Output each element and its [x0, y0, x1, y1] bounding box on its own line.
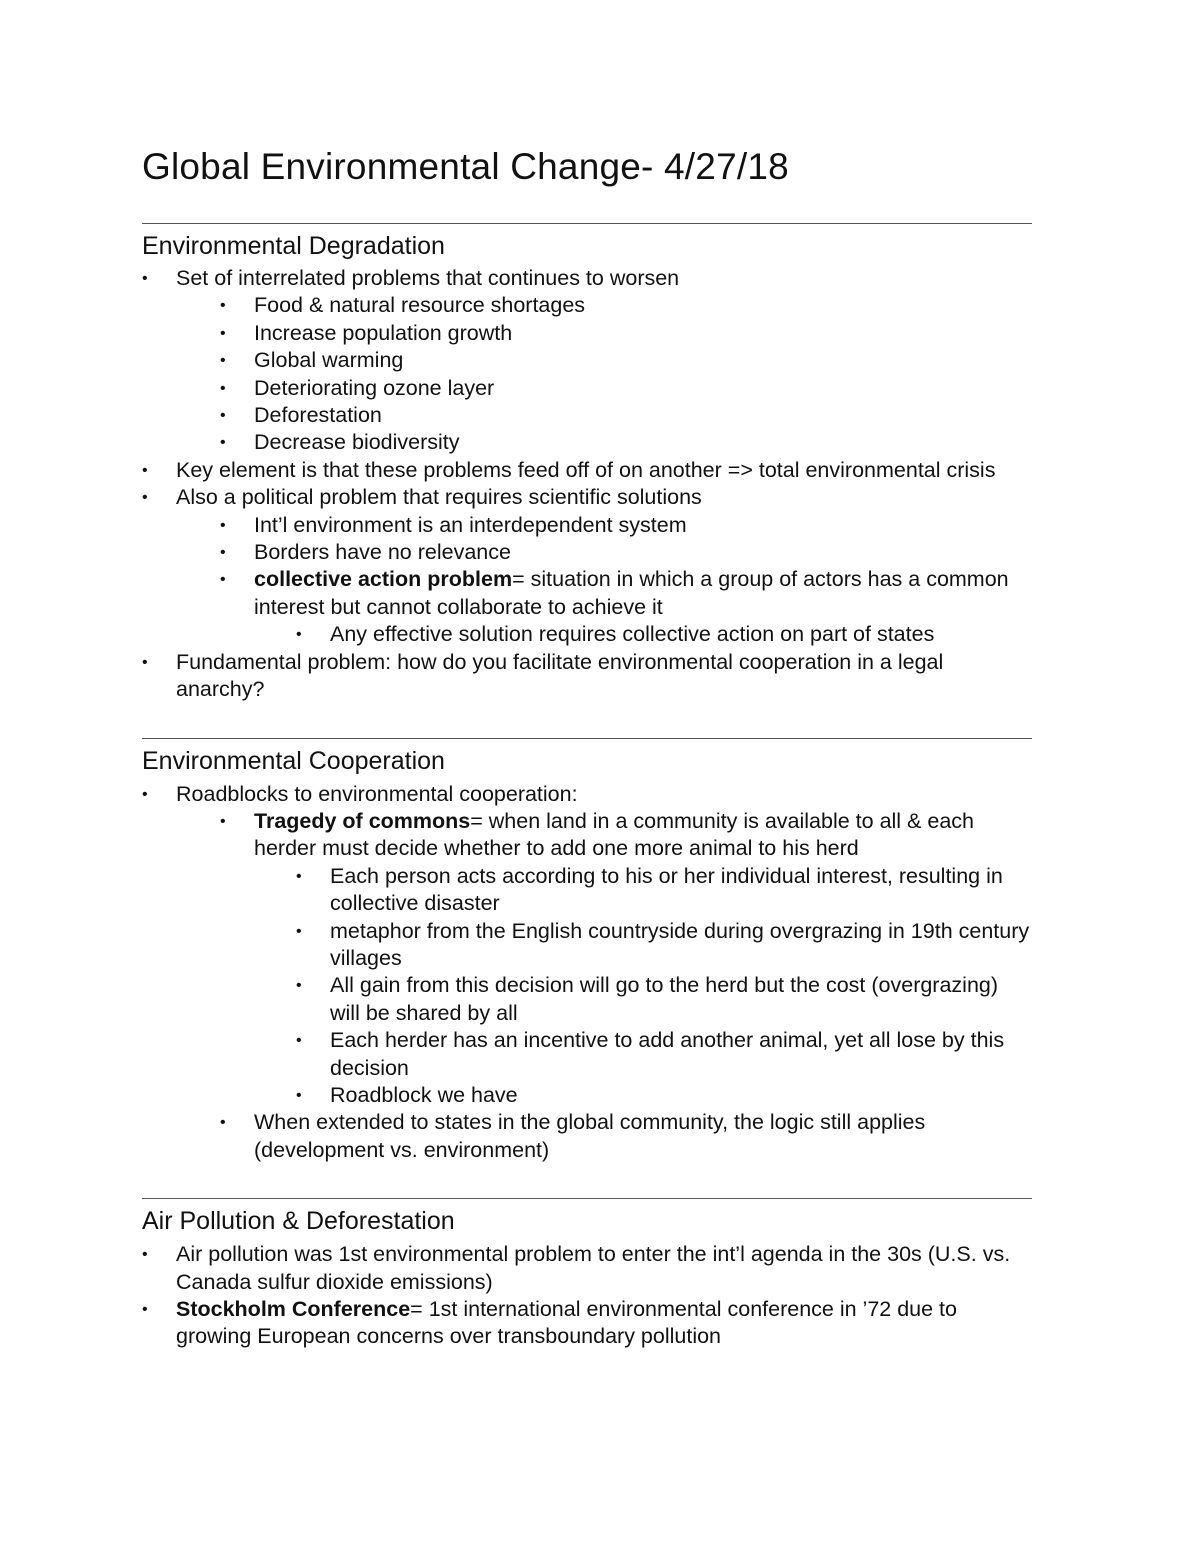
list-item — [142, 320, 1032, 347]
list-item-text: = 1st international environmental conference in ’72 due to growing European concerns over transboundary pollution — [176, 1297, 957, 1349]
section-heading: Environmental Degradation — [142, 232, 445, 260]
list-item-text: = situation in which a group of actors has a common interest but cannot collaborate to achieve it — [254, 567, 1009, 619]
section-divider — [142, 223, 1032, 224]
list-item — [142, 808, 1032, 863]
list-item — [142, 512, 1032, 539]
list-item — [142, 347, 1032, 374]
list-item — [142, 621, 1032, 648]
list-item-text: Roadblock we have — [330, 1082, 518, 1107]
list-item-text: Also a political problem that requires scientific solutions — [176, 485, 702, 510]
list-item — [142, 457, 1032, 484]
list-item-text: Key element is that these problems feed off of on another => total environmental crisis — [176, 457, 996, 482]
list-item — [142, 375, 1032, 402]
list-item — [142, 292, 1032, 319]
key-term: Tragedy of commons — [254, 808, 471, 833]
list-item — [142, 1082, 1032, 1109]
list-item-text: Each herder has an incentive to add another animal, yet all lose by this decision — [330, 1028, 1005, 1080]
list-item — [142, 649, 1032, 704]
list-item-text: Borders have no relevance — [254, 540, 511, 565]
key-term: Stockholm Conference — [176, 1297, 411, 1321]
list-item-text: Deforestation — [254, 403, 382, 428]
section-list — [142, 781, 1032, 1165]
list-item-text: = when land in a community is available to all & each herder must decide whether to add one more animal to his herd — [254, 808, 974, 861]
list-item — [142, 539, 1032, 566]
list-item-text: Roadblocks to environmental cooperation: — [176, 781, 578, 806]
list-item-text: Deteriorating ozone layer — [254, 375, 495, 400]
list-item — [142, 1241, 1032, 1296]
list-item-text: Set of interrelated problems that continues to worsen — [176, 266, 680, 290]
list-item-text: metaphor from the English countryside during overgrazing in 19th century villages — [330, 918, 1030, 970]
document-page — [142, 142, 1032, 1351]
section-heading: Environmental Cooperation — [142, 746, 445, 775]
list-item-text: Int’l environment is an interdependent system — [254, 512, 687, 537]
list-item — [142, 1027, 1032, 1082]
list-item — [142, 484, 1032, 511]
list-item-text: Decrease biodiversity — [254, 430, 460, 455]
list-item — [142, 566, 1032, 621]
list-item-text: Air pollution was 1st environmental problem to enter the int’l agenda in the 30s (U.S. vs. Canada sulfur dioxide emissions) — [176, 1242, 1011, 1294]
section-list — [142, 1241, 1032, 1351]
list-item-text: Increase population growth — [254, 320, 513, 345]
list-item — [142, 918, 1032, 973]
list-item-text: Each person acts according to his or her individual interest, resulting in collective disaster — [330, 863, 1003, 916]
section-divider — [142, 1198, 1032, 1199]
list-item — [142, 429, 1032, 456]
list-item — [142, 1109, 1032, 1164]
list-item — [142, 402, 1032, 429]
list-item — [142, 265, 1032, 292]
list-item — [142, 972, 1032, 1027]
list-item-text: When extended to states in the global community, the logic still applies (development vs. environment) — [254, 1110, 926, 1162]
list-item — [142, 781, 1032, 808]
section-divider — [142, 738, 1032, 739]
key-term: collective action problem — [254, 567, 513, 592]
document-title: Global Environmental Change- 4/27/18 — [142, 146, 789, 187]
list-item-text: Any effective solution requires collective action on part of states — [330, 622, 935, 647]
list-item-text: Fundamental problem: how do you facilitate environmental cooperation in a legal anarchy? — [176, 649, 944, 702]
list-item — [142, 863, 1032, 918]
list-item — [142, 1296, 1032, 1351]
list-item-text: Global warming — [254, 348, 404, 373]
list-item-text: Food & natural resource shortages — [254, 293, 586, 318]
section-heading: Air Pollution & Deforestation — [142, 1207, 455, 1236]
list-item-text: All gain from this decision will go to the herd but the cost (overgrazing) will be shared by all — [330, 973, 999, 1025]
section-list — [142, 265, 1032, 704]
